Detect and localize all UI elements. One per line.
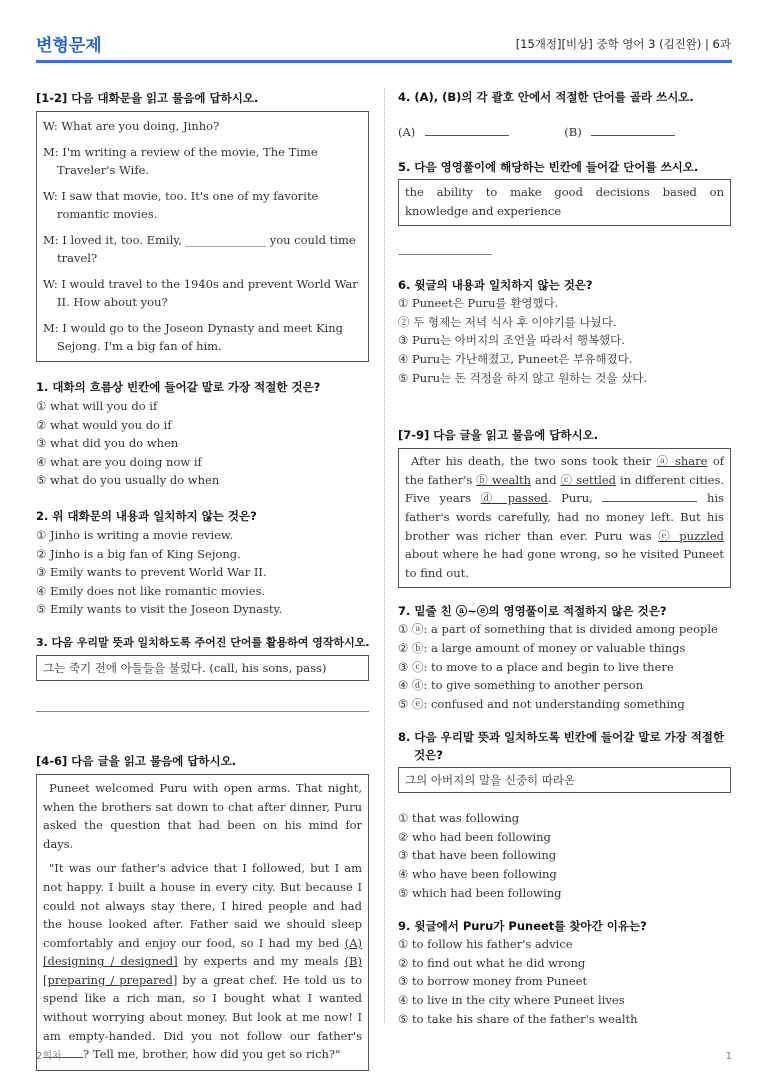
answer-line[interactable] <box>36 711 369 712</box>
answer-line[interactable] <box>398 254 492 255</box>
dialogue-line: W: What are you doing, Jinho? <box>43 119 220 133</box>
passage-paragraph: "It was our father's advice that I followed, but I am not happy. I built a house in every city. But because I could not always stay there, I hired people and had the house looked after. Father said we should sleep comfortably and enjoy our food, so I had my bed (A) [designing / designed] by experts and my meals (B) [preparing / prepared] by a great chef. He told us to spend like a rich man, so I bought what I wanted without worrying about money. But look at me now! I am empty-handed. Did you not follow our father's ? Tell me, brother, how did you get so rich?" <box>43 861 363 1062</box>
underline-e: ⓔ puzzled <box>658 528 724 543</box>
question-4: 4. (A), (B)의 각 괄호 안에서 적절한 단어를 골라 쓰시오. <box>398 90 694 104</box>
option[interactable]: ③ what did you do when <box>36 436 179 451</box>
course-info: [15개정][비상] 중학 영어 3 (김진완) | 6과 <box>515 37 731 51</box>
underline-a: (A) [designing / designed] <box>43 935 362 969</box>
option[interactable]: ④ to live in the city where Puneet lives <box>398 993 625 1008</box>
column-divider <box>384 88 385 1023</box>
underline-b: ⓑ wealth <box>476 472 532 487</box>
option[interactable]: ④ what are you doing now if <box>36 454 202 469</box>
option[interactable]: ④ ⓓ: to give something to another person <box>398 678 644 693</box>
label-b: (B) <box>564 125 582 139</box>
question-2: 2. 위 대화문의 내용과 일치하지 않는 것은? <box>36 508 257 523</box>
question-7-options <box>398 620 731 713</box>
question-1: 1. 대화의 흐름상 빈칸에 들어갈 말로 가장 적절한 것은? <box>36 380 321 394</box>
underline-c: ⓒ settled <box>560 472 617 487</box>
question-8-options <box>398 809 731 902</box>
option[interactable]: ⑤ which had been following <box>398 885 562 900</box>
answer-blank-b[interactable] <box>591 124 675 136</box>
section-title-4-6: [4-6] 다음 글을 읽고 물음에 답하시오. <box>36 753 237 768</box>
header-rule <box>36 60 732 63</box>
question-3: 3. 다음 우리말 뜻과 일치하도록 주어진 단어를 활용하여 영작하시오. <box>36 635 370 649</box>
option[interactable]: ② Jinho is a big fan of King Sejong. <box>36 546 241 561</box>
option[interactable]: ② who had been following <box>398 829 551 844</box>
dialogue-box <box>36 111 369 362</box>
question-1-options <box>36 397 369 490</box>
dialogue-line: M: I would go to the Joseon Dynasty and meet King Sejong. I'm a big fan of him. <box>43 321 343 353</box>
answer-blank-a[interactable] <box>425 124 509 136</box>
question-8-box: 그의 아버지의 말을 신중히 따라온 <box>398 767 731 793</box>
option[interactable]: ① Jinho is writing a movie review. <box>36 527 234 542</box>
option[interactable]: ② 두 형제는 저녁 식사 후 이야기를 나눴다. <box>398 314 617 329</box>
question-6-options <box>398 294 731 387</box>
option[interactable]: ③ Emily wants to prevent World War II. <box>36 565 267 580</box>
round-label: 2회차 <box>36 1051 62 1062</box>
blank <box>602 490 697 502</box>
option[interactable]: ⑤ what do you usually do when <box>36 473 220 488</box>
label-a: (A) <box>398 125 416 139</box>
option[interactable]: ④ Emily does not like romantic movies. <box>36 583 266 598</box>
option[interactable]: ① to follow his father's advice <box>398 937 573 952</box>
option[interactable]: ⑤ Emily wants to visit the Joseon Dynasty. <box>36 602 283 617</box>
option[interactable]: ⑤ to take his share of the father's wealth <box>398 1011 638 1026</box>
underline-b: (B) [preparing / prepared] <box>43 954 362 987</box>
question-6: 6. 윗글의 내용과 일치하지 않는 것은? <box>398 278 593 293</box>
option[interactable]: ⑤ ⓔ: confused and not understanding something <box>398 696 685 711</box>
question-5-box: the ability to make good decisions based on knowledge and experience <box>398 179 731 226</box>
option[interactable]: ② to find out what he did wrong <box>398 955 586 970</box>
passage-box: After his death, the two sons took their ⓐ share of the father's ⓑ wealth and ⓒ settled in different cities. Five years ⓓ passed. Puru, his father's words carefully, had no money left. But his brother was richer than ever. Puru was ⓔ puzzled about where he had gone wrong, so he visited Puneet to find out. <box>398 448 731 588</box>
passage-paragraph: Puneet welcomed Puru with open arms. That night, when the brothers sat down to chat after dinner, Puru asked the question that had been on his mind for days. <box>43 780 362 851</box>
underline-a: ⓐ share <box>656 454 708 469</box>
page-title: 변형문제 <box>36 36 102 56</box>
dialogue-line: M: I loved it, too. Emily, ______________ you could time travel? <box>43 233 356 265</box>
dialogue-line: M: I'm writing a review of the movie, The Time Traveler's Wife. <box>43 145 318 177</box>
question-9-options <box>398 935 731 1028</box>
option[interactable]: ③ Puru는 아버지의 조언을 따라서 행복했다. <box>398 333 625 348</box>
question-2-options <box>36 526 369 619</box>
option[interactable]: ⑤ Puru는 돈 걱정을 하지 않고 원하는 것을 샀다. <box>398 370 647 385</box>
option[interactable]: ③ ⓒ: to move to a place and begin to live there <box>398 659 674 674</box>
section-title-7-9: [7-9] 다음 글을 읽고 물음에 답하시오. <box>398 428 599 443</box>
option[interactable]: ② what would you do if <box>36 417 172 432</box>
option[interactable]: ① that was following <box>398 811 520 826</box>
dialogue-line: W: I saw that movie, too. It's one of my favorite romantic movies. <box>43 189 319 221</box>
dialogue-line: W: I would travel to the 1940s and prevent World War II. How about you? <box>43 277 358 309</box>
left-column <box>36 88 369 1071</box>
option[interactable]: ② ⓑ: a large amount of money or valuable things <box>398 640 686 655</box>
option[interactable]: ③ to borrow money from Puneet <box>398 974 588 989</box>
question-5: 5. 다음 영영풀이에 해당하는 빈칸에 들어갈 단어를 쓰시오. <box>398 160 699 174</box>
underline-d: ⓓ passed <box>480 491 548 506</box>
passage-box <box>36 774 369 1071</box>
question-3-box: 그는 죽기 전에 아들들을 불렀다. (call, his sons, pass) <box>36 655 369 681</box>
right-column <box>398 88 731 1028</box>
option[interactable]: ④ who have been following <box>398 867 557 882</box>
option[interactable]: ④ Puru는 가난해졌고, Puneet은 부유해졌다. <box>398 351 633 366</box>
option[interactable]: ① what will you do if <box>36 399 158 413</box>
option[interactable]: ① Puneet은 Puru를 환영했다. <box>398 296 559 311</box>
option[interactable]: ① ⓐ: a part of something that is divided among people <box>398 622 718 637</box>
question-8: 8. 다음 우리말 뜻과 일치하도록 빈칸에 들어갈 말로 가장 적절한 것은? <box>398 730 725 763</box>
question-9: 9. 윗글에서 Puru가 Puneet를 찾아간 이유는? <box>398 919 647 934</box>
page-number: 1 <box>725 1051 732 1062</box>
question-4-answers <box>398 123 731 141</box>
option[interactable]: ③ that have been following <box>398 848 557 863</box>
question-7: 7. 밑줄 친 ⓐ~ⓔ의 영영풀이로 적절하지 않은 것은? <box>398 604 667 619</box>
section-title-1-2: [1-2] 다음 대화문을 읽고 물음에 답하시오. <box>36 91 259 105</box>
